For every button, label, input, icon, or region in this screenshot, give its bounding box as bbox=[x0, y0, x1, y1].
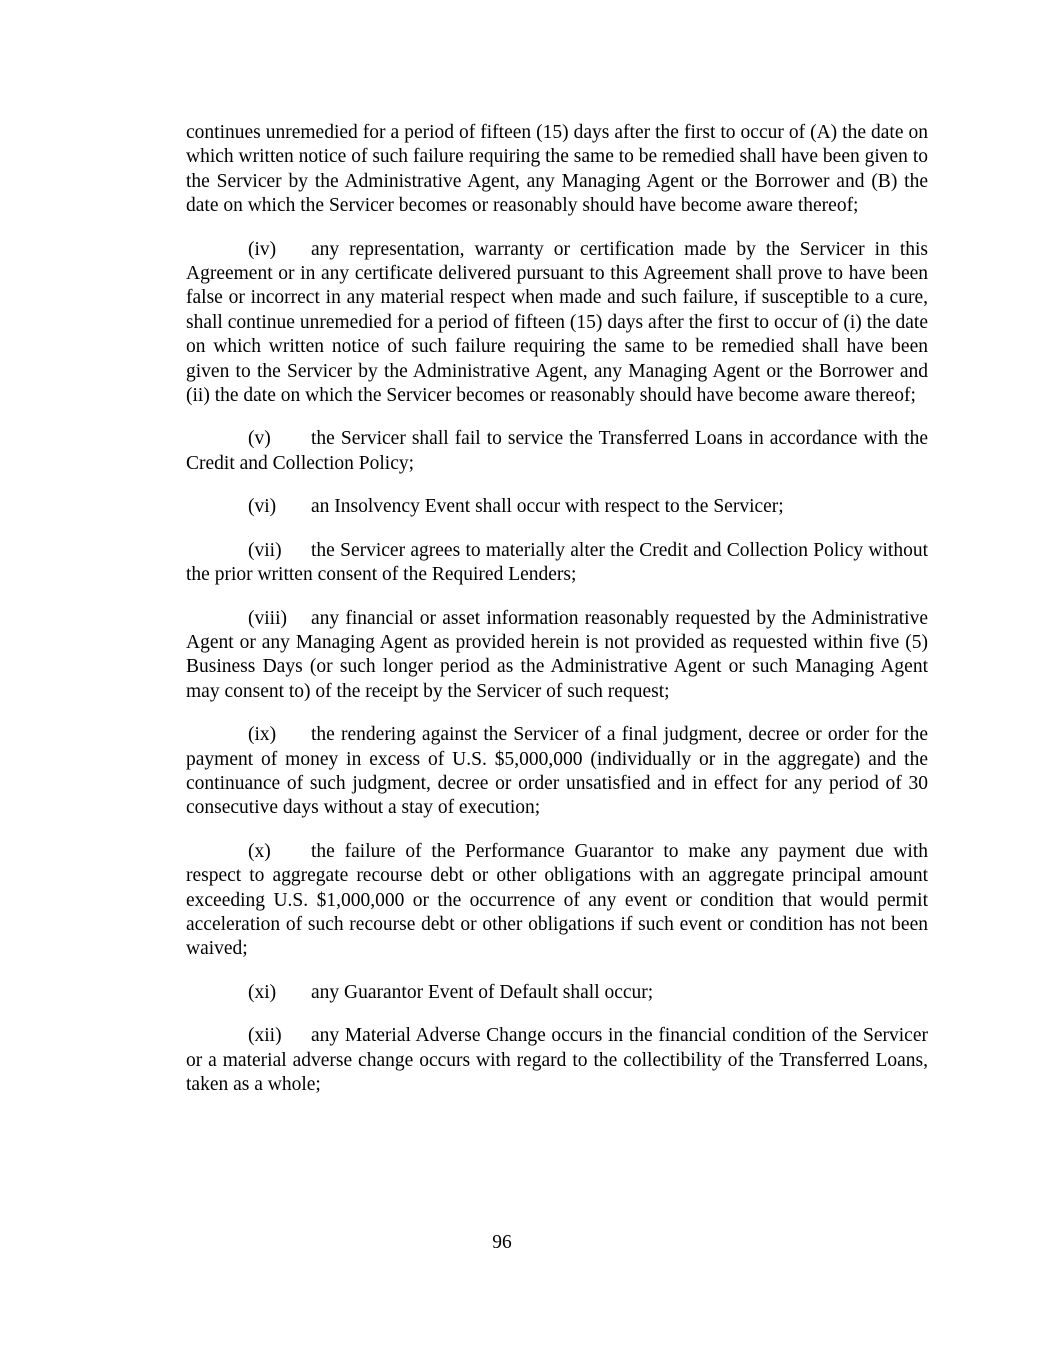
document-body bbox=[186, 121, 928, 1116]
paragraph-number: (vii) bbox=[248, 539, 282, 561]
paragraph-number: (vi) bbox=[248, 496, 277, 518]
paragraph: (vii) the Servicer agrees to materially alter the Credit and Collection Policy without the prior written consent of the Required Lenders; bbox=[186, 539, 928, 586]
paragraph-number: (viii) bbox=[248, 607, 287, 629]
paragraph: (viii) any financial or asset information reasonably requested by the Administrative Agent or any Managing Agent as provided herein is not provided as requested within five (5) Business Days (or such longer period as the Administrative Agent or such Managing Agent may consent to) of the receipt by the Servicer of such request; bbox=[186, 607, 928, 702]
paragraph-number: (ix) bbox=[248, 724, 277, 746]
paragraph-number: (iv) bbox=[248, 238, 277, 260]
page-number: 96 bbox=[492, 1232, 512, 1253]
paragraph: (v) the Servicer shall fail to service the Transferred Loans in accordance with the Credit and Collection Policy; bbox=[186, 428, 928, 474]
paragraph: (xi) any Guarantor Event of Default shall occur; bbox=[186, 981, 928, 1005]
paragraph: (ix) the rendering against the Servicer of a final judgment, decree or order for the payment of money in excess of U.S. $5,000,000 (individually or in the aggregate) and the continuance of such judgment, decree or order unsatisfied and in effect for any period of 30 consecutive days without a stay of execution; bbox=[186, 724, 928, 819]
paragraph: (vi) an Insolvency Event shall occur with respect to the Servicer; bbox=[186, 495, 928, 519]
paragraph-number: (x) bbox=[248, 840, 271, 862]
paragraph: (xii) any Material Adverse Change occurs in the financial condition of the Servicer or a material adverse change occurs with regard to the collectibility of the Transferred Loans, taken as a whole; bbox=[186, 1025, 928, 1095]
paragraph: continues unremedied for a period of fifteen (15) days after the first to occur of (A) the date on which written notice of such failure requiring the same to be remedied shall have been given to the Servicer by the Administrative Agent, any Managing Agent or the Borrower and (B) the date on which the Servicer becomes or reasonably should have become aware thereof; bbox=[186, 122, 928, 217]
paragraph-number: (xi) bbox=[248, 981, 277, 1003]
paragraph-number: (xii) bbox=[248, 1025, 282, 1047]
paragraph: (iv) any representation, warranty or certification made by the Servicer in this Agreement or in any certificate delivered pursuant to this Agreement shall prove to have been false or incorrect in any material respect when made and such failure, if susceptible to a cure, shall continue unremedied for a period of fifteen (15) days after the first to occur of (i) the date on which written notice of such failure requiring the same to be remedied shall have been given to the Servicer by the Administrative Agent, any Managing Agent or the Borrower and (ii) the date on which the Servicer becomes or reasonably should have become aware thereof; bbox=[186, 238, 928, 407]
paragraph: (x) the failure of the Performance Guarantor to make any payment due with respect to aggregate recourse debt or other obligations with an aggregate principal amount exceeding U.S. $1,000,000 or the occurrence of any event or condition that would permit acceleration of such recourse debt or other obligations if such event or condition has not been waived; bbox=[186, 840, 928, 960]
paragraph-number: (v) bbox=[248, 428, 271, 450]
